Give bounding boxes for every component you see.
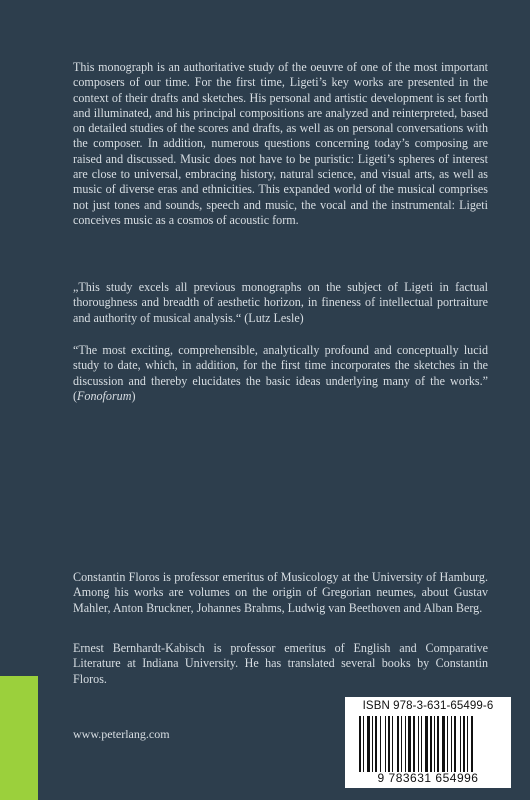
barcode-bar (408, 716, 411, 772)
barcode-bar (430, 716, 432, 772)
barcode-bar (380, 716, 381, 772)
barcode-bar (363, 716, 364, 772)
barcode-bar (425, 716, 428, 772)
barcode-bar (385, 716, 386, 772)
barcode-bar (460, 716, 461, 772)
accent-strip (0, 676, 38, 800)
barcode-bar (392, 716, 393, 772)
barcode-bar (421, 716, 422, 772)
barcode-bar (405, 716, 406, 772)
barcode-bar (471, 716, 473, 772)
translator-bio: Ernest Bernhardt-Kabisch is professor emeritus of English and Comparative Literature at Indiana University. He has translated several books by Constantin Floros. (73, 641, 488, 686)
barcode-bar (401, 716, 402, 772)
barcode-bar (454, 716, 456, 772)
quote-source: Fonoforum (77, 388, 132, 403)
isbn-barcode (345, 697, 511, 788)
review-quote-fonoforum (73, 343, 488, 404)
quote-text: “The most exciting, comprehensible, analytically profound and conceptually lucid study to date, which, in addition, for the first time incorporates the sketches in the discussion and thereby elucidates the basic ideas underlying many of the works.” ( (73, 343, 488, 403)
author-bio: Constantin Floros is professor emeritus of Musicology at the University of Hamburg. Among his works are volumes on the origin of Gregorian neumes, about Gustav Mahler, Anton Bruckner, Johannes Brahms, Ludwig van Beethoven and Alban Berg. (73, 570, 488, 615)
barcode-bar (434, 716, 435, 772)
barcode-bar (359, 716, 361, 772)
barcode-bar (397, 716, 399, 772)
barcode-bar (463, 716, 465, 772)
review-quote-lesle: „This study excels all previous monographs on the subject of Ligeti in factual thoroughness and breadth of aesthetic horizon, in fineness of intellectual portraiture and authority of musical analysis.“ (Lutz Lesle) (73, 280, 488, 325)
barcode-bar (451, 716, 452, 772)
barcode-bar (413, 716, 415, 772)
barcode-digits: 9 783631 654996 (377, 771, 479, 785)
barcode-bar (447, 716, 448, 772)
barcode-bar (442, 716, 445, 772)
barcode-bar (367, 716, 370, 772)
barcode-bar (375, 716, 377, 772)
quote-close: ) (131, 388, 136, 403)
book-description: This monograph is an authoritative study of the oeuvre of one of the most important composers of our time. For the first time, Ligeti’s key works are presented in the context of their drafts and sketches. His personal and artistic development is set forth and illuminated, and his principal compositions are analyzed and reinterpreted, based on detailed studies of the scores and drafts, as well as on personal conversations with the composer. In addition, numerous questions concerning today’s composing are raised and discussed. Music does not have to be puristic: Ligeti’s spheres of interest are close to universal, embracing history, natural science, and visual arts, as well as music of diverse eras and ethnicities. This expanded world of the musical comprises not just tones and sounds, speech and music, the vocal and the instrumental: Ligeti conceives music as a cosmos of acoustic form. (73, 60, 488, 227)
publisher-website-link[interactable]: www.peterlang.com (73, 727, 170, 741)
isbn-number: ISBN 978-3-631-65499-6 (362, 700, 494, 712)
barcode-bar (437, 716, 439, 772)
barcode-bar (372, 716, 373, 772)
barcode-bar (388, 716, 390, 772)
barcode-bar (467, 716, 468, 772)
barcode-bar (418, 716, 419, 772)
barcode-bars (359, 716, 497, 772)
